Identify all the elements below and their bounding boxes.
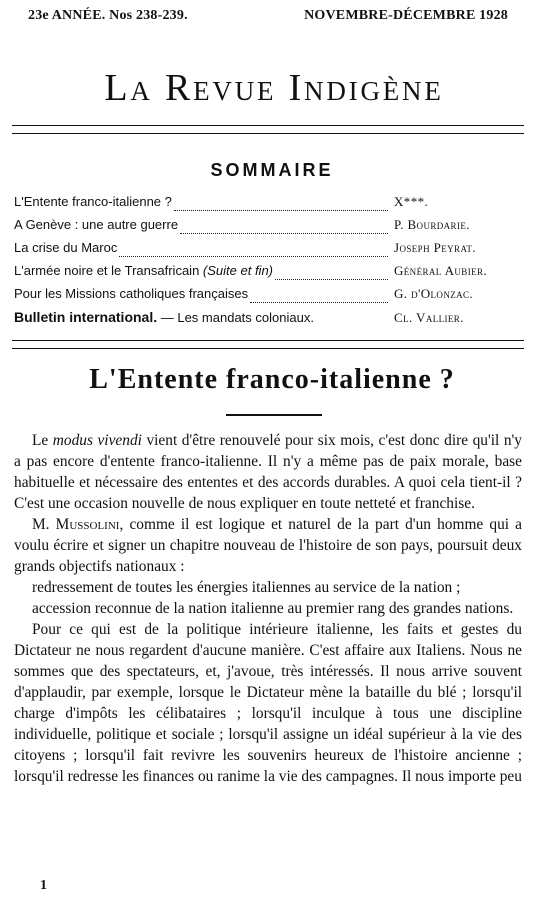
toc-entry bbox=[14, 286, 524, 309]
paragraph-text: Le bbox=[32, 432, 53, 449]
dot-leader bbox=[174, 209, 388, 211]
toc-entry-author: X***. bbox=[394, 194, 429, 209]
toc-entry-author: G. d'Olonzac. bbox=[394, 286, 474, 301]
toc-entry-title bbox=[14, 263, 273, 278]
toc-entry bbox=[14, 194, 524, 217]
toc-entry bbox=[14, 217, 524, 240]
title-underline bbox=[226, 414, 322, 416]
paragraph-text: vient d'être renouvelé pour six mois, c'est donc dire qu'il n'y a pas encore d'entente franco-italienne. Il n'y a même pas de paix morale, base habituelle et nécessaire des ententes et des accords durables. A quoi cela tient-il ? C'est une occasion nouvelle de nous expliquer en toute netteté et franchise. bbox=[14, 432, 522, 512]
issue-date: NOVEMBRE-DÉCEMBRE 1928 bbox=[304, 8, 508, 23]
sommaire-rule bbox=[12, 340, 524, 349]
paragraph bbox=[14, 430, 522, 514]
toc-entry bbox=[14, 240, 524, 263]
toc-entry-author: Général Aubier. bbox=[394, 263, 488, 278]
article-body bbox=[14, 430, 522, 787]
dot-leader bbox=[275, 278, 388, 280]
paragraph-text: , comme il est logique et naturel de la part d'un homme qui a voulu écrire et signer un chapitre nouveau de l'histoire de son pays, poursuit deux grands objectifs nationaux : bbox=[14, 516, 522, 575]
toc-entry-title: L'Entente franco-italienne ? bbox=[14, 194, 172, 209]
issue-header bbox=[28, 8, 508, 24]
toc-entry-author: P. Bourdarie. bbox=[394, 217, 470, 232]
dot-leader bbox=[180, 232, 388, 234]
issue-number: 23e ANNÉE. Nos 238-239. bbox=[28, 8, 188, 23]
toc-entry-title: A Genève : une autre guerre bbox=[14, 217, 179, 232]
sommaire-heading: SOMMAIRE bbox=[210, 160, 334, 180]
dot-leader bbox=[250, 301, 388, 303]
toc-entry-author: Joseph Peyrat. bbox=[394, 240, 476, 255]
dot-leader bbox=[119, 255, 388, 257]
paragraph-italic: modus vivendi bbox=[52, 432, 142, 449]
masthead-title: La Revue Indigène bbox=[104, 67, 444, 109]
paragraph: Pour ce qui est de la politique intérieure italienne, les faits et gestes du Dictateur ne nous regardent d'aucune manière. C'est affaire aux Italiens. Nous ne sommes que des spectateurs, et, j'avoue, très intéressés. Il nous arrive souvent d'applaudir, par exemple, lorsque le Dictateur mène la bataille du blé ; lorsqu'il charge d'impôts les célibataires ; lorsqu'il inculque à tous une discipline individuelle, politique et sociale ; lorsqu'il assigne un idéal supérieur à la vie des citoyens ; lorsqu'il fait revivre les souvenirs heureux de l'histoire ancienne ; lorsqu'il redresse les finances ou ranime la vie des campagnes. Il nous importe peu bbox=[14, 621, 522, 785]
toc-entry-title-main: L'armée noire et le Transafricain bbox=[14, 263, 200, 278]
toc-entry bbox=[14, 309, 524, 332]
paragraph: redressement de toutes les énergies italiennes au service de la nation ; bbox=[32, 579, 461, 596]
toc-entry-title-suffix: (Suite et fin) bbox=[202, 263, 274, 278]
toc-entry-title-suffix: — Les mandats coloniaux. bbox=[157, 310, 314, 325]
person-name: M. Mussolini bbox=[32, 516, 120, 533]
toc-entry-title: La crise du Maroc bbox=[14, 240, 118, 255]
masthead-rule bbox=[12, 125, 524, 134]
paragraph: accession reconnue de la nation italienne au premier rang des grandes nations. bbox=[32, 600, 514, 617]
toc-entry-author: Cl. Vallier. bbox=[394, 310, 464, 325]
toc-entry-title: Pour les Missions catholiques françaises bbox=[14, 286, 249, 301]
toc-entry-title bbox=[14, 309, 314, 325]
page-number: 1 bbox=[40, 878, 47, 893]
toc-entry-title-main: Bulletin international. bbox=[14, 309, 158, 325]
article-title: L'Entente franco-italienne ? bbox=[89, 364, 455, 395]
toc-entry bbox=[14, 263, 524, 286]
table-of-contents bbox=[14, 194, 524, 332]
paragraph bbox=[14, 514, 522, 577]
